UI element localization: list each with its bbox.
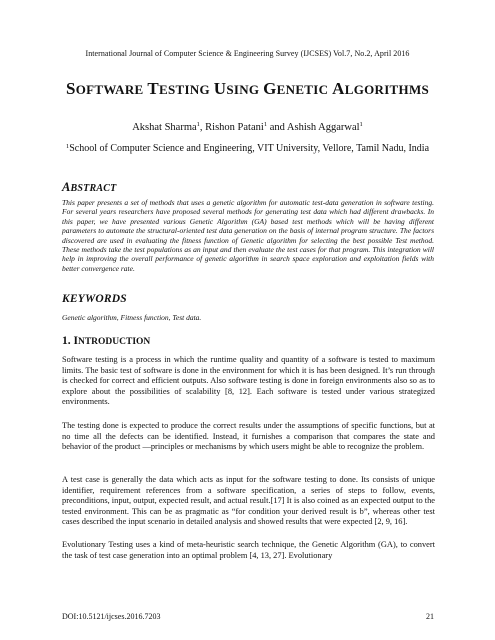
paragraph: The testing done is expected to produce the correct results under the assumptions of specific functions, but at no time all the defects can be identified. Instead, it furnishes a comparison that compares the state and behavior of the product —principles or mechanisms by which users might be able to recognize the problem. [62,421,435,452]
author-list [0,121,495,133]
intro-heading [62,335,150,347]
author-separator: and [267,122,287,133]
affiliation-text: School of Computer Science and Engineering, VIT University, Vellore, Tamil Nadu, India [69,143,430,154]
abstract-heading [62,180,116,195]
author-name: Ashish Aggarwal [286,122,360,133]
title-cap: T [147,79,159,98]
paper-title [0,79,495,99]
paragraph: Evolutionary Testing uses a kind of meta-heuristic search technique, the Genetic Algorithm (GA), to convert the task of test case generation into an optimal problem [4, 13, 27]. Evolutionary [62,540,435,560]
abstract-heading-rest: BSTRACT [70,183,117,194]
abstract-heading-cap: A [62,180,71,194]
doi-footer: DOI:10.5121/ijcses.2016.7203 [62,612,161,621]
title-rest: LGORITHMS [344,82,430,97]
title-cap: A [332,79,345,98]
paragraph: Software testing is a process in which the runtime quality and quantity of a software is tested to maximum limits. The basic test of software is done in the environment for which it is has been designed. It’s run through is checked for correct and efficient outputs. Also software testing is done in foreign environments also so as to explore about the possibilities of scalability [8, 12]. Each software is tested under various strategized environments. [62,355,435,407]
author-name: Rishon Patani [205,122,264,133]
abstract-text: This paper presents a set of methods that uses a genetic algorithm for automatic test-data generation in software testing. For several years researchers have proposed several methods for generating test data which had different drawbacks. In this paper, we have presented various Genetic Algorithm (GA) based test methods which will be having different parameters to automate the structural-oriented test data generation on the basis of internal program structure. The factors discovered are used in evaluating the fitness function of Genetic algorithm for selecting the best possible Test method. These methods take the test populations as an input and then evaluate the test cases for that program. This integration will help in improving the overall performance of genetic algorithm in search space exploration and exploitation fields with better convergence rate. [62,198,434,273]
page-number: 21 [426,612,434,621]
author-affil-mark: 1 [263,121,268,128]
journal-header: International Journal of Computer Science & Engineering Survey (IJCSES) Vol.7, No.2, April 2016 [85,49,410,58]
keywords-text: Genetic algorithm, Fitness function, Test data. [62,313,202,322]
paragraph: A test case is generally the data which acts as input for the software testing to done. Its consists of unique identifier, requirement references from a software specification, a series of steps to follow, events, preconditions, input, output, expected result, and actual result.[17] It is also coined as an expected output to the tested environment. This can be as pragmatic as “for condition your derived result is b”, whereas other test cases described the input scenario in detailed analysis and showed results that were expected [2, 9, 16]. [62,475,435,527]
author-affil-mark: 1 [196,121,200,128]
title-rest: ENETIC [276,82,329,97]
affiliation-mark: 1 [65,143,70,150]
affiliation [60,140,435,155]
title-rest: SING [226,82,260,97]
author-affil-mark: 1 [359,121,363,128]
title-cap: G [263,79,277,98]
author-separator: , [199,122,206,133]
title-rest: OFTWARE [75,82,144,97]
intro-heading-num: 1. I [62,335,78,347]
keywords-heading: KEYWORDS [62,293,127,305]
intro-heading-rest: NTRODUCTION [77,337,151,347]
author-name: Akshat Sharma [132,122,197,133]
title-rest: ESTING [159,82,210,97]
title-cap: S [65,79,76,98]
title-cap: U [213,79,227,98]
